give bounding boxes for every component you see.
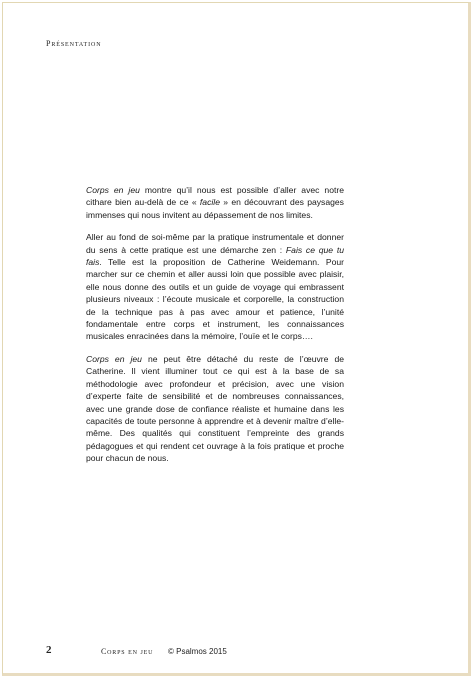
emphasis-italic: facile (199, 197, 220, 208)
body-text (86, 184, 344, 475)
paragraph-2 (86, 231, 344, 343)
section-header: Présentation (46, 39, 102, 48)
paragraph-text: ne peut être détaché du reste de l’œuvre de Catherine. Il vient illuminer tout ce qui est à la base de sa méthodologie avec profondeur et précision, avec une vision d’experte faite de sensibilité et de nombreuses connaissances, avec une grande dose de confiance réaliste et humaine dans les capacités de toute personne à apprendre et à devenir maître d’elle-même. Des qualités qui constituent l’empreinte des grands pédagogues et qui rendent cet ouvrage à la fois pratique et proche pour chacun de nous. (86, 353, 345, 464)
paragraph-3 (86, 353, 344, 465)
footer-copyright: © Psalmos 2015 (168, 647, 227, 656)
paragraph-text: montre qu’il nous est possible d’aller avec notre cithare bien au-delà de ce « (86, 185, 344, 208)
book-title-italic: Corps en jeu (86, 353, 142, 364)
footer-book-title: Corps en jeu (101, 647, 154, 656)
paragraph-text: » en découvrant des paysages immenses qui nous invitent au dépassement de nos limites. (86, 197, 344, 220)
paragraph-1 (86, 184, 344, 221)
book-title-italic: Corps en jeu (86, 185, 140, 195)
paragraph-text: . Telle est la proposition de Catherine Weidemann. Pour marcher sur ce chemin et aller aussi loin que possible avec plaisir, elle nous donne des outils et un guide de voyage qui embrassent plusieurs niveaux : l’écoute musicale et corporelle, la construction de la technique pas à pas avec amour et patience, l’unité fondamentale entre corps et instrument, les connaissances musicales enracinées dans la mémoire, l’ouïe et le corps…. (86, 257, 344, 342)
paragraph-text: Aller au fond de soi-même par la pratique instrumentale et donner du sens à cette pratique est une démarche zen : (86, 232, 344, 255)
page-number: 2 (46, 644, 52, 656)
emphasis-italic: Fais ce que tu fais (86, 244, 344, 268)
